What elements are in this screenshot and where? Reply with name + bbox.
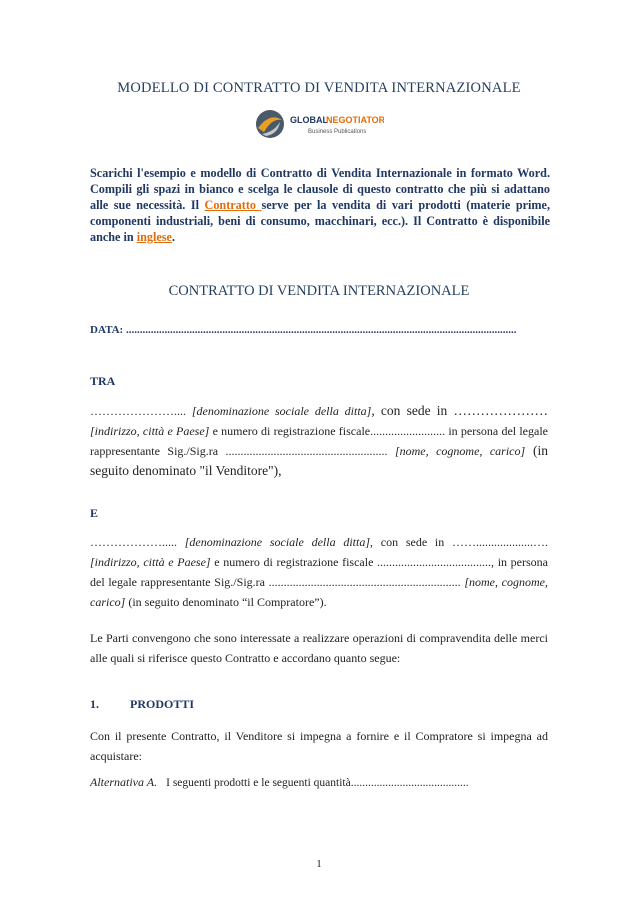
logo-brand-b: NEGOTIATOR	[326, 115, 384, 125]
parti-paragraph: Le Parti convengono che sono interessate a realizzare operazioni di compravendita delle merci alle quali si riferisce questo Contratto e accordano quanto segue:	[90, 631, 548, 665]
venditore-address-hint: [indirizzo, città e Paese]	[90, 424, 210, 438]
link-contratto[interactable]: Contratto	[204, 198, 262, 212]
link-inglese[interactable]: inglese	[136, 230, 172, 244]
intro-text-2: serve per la vendita di vari prodotti (materie prime, componenti industriali, beni di consumo, macchinari, ecc.). Il Contratto è disponibile anche in	[90, 198, 550, 244]
page-number: 1	[316, 858, 322, 870]
globalnegotiator-logo	[254, 108, 384, 140]
venditore-rep-hint: [nome, cognome, carico]	[394, 444, 526, 458]
data-field: DATA: ..............................................................................................................................................	[90, 324, 517, 336]
venditore-registration: e numero di registrazione fiscale......................... in persona del legale rappresentante Sig./Sig.ra ......................................................	[90, 424, 548, 458]
compratore-address-hint: [indirizzo, città e Paese]	[90, 555, 211, 569]
section-1-number: 1.	[90, 697, 99, 711]
document-title: MODELLO DI CONTRATTO DI VENDITA INTERNAZIONALE	[117, 80, 521, 96]
globe-logo-icon	[254, 108, 384, 140]
compratore-tail: (in seguito denominato “il Compratore”).	[125, 595, 327, 609]
venditore-sede: , con sede in …………………	[371, 403, 549, 418]
section-1-text: Con il presente Contratto, il Venditore si impegna a fornire e il Compratore si impegna ad acquistare:	[90, 729, 548, 763]
venditore-dots: …………………....	[90, 404, 192, 418]
compratore-paragraph	[90, 532, 548, 612]
compratore-rep-hint: [nome, cognome, carico]	[90, 575, 548, 609]
venditore-name-hint: [denominazione sociale della ditta]	[191, 404, 372, 418]
intro-text-1: Scarichi l'esempio e modello di Contratto di Vendita Internazionale in formato Word. Compili gli spazi in bianco e scelga le clausole di questo contratto che più si adattano alle sue necessità. Il	[90, 166, 550, 212]
venditore-tail: (in seguito denominato "il Venditore"),	[90, 443, 548, 478]
logo-brand-a: GLOBAL	[290, 115, 328, 125]
section-1-title: PRODOTTI	[130, 697, 195, 711]
e-label: E	[90, 506, 99, 520]
compratore-registration: e numero di registrazione fiscale ......................................, in persona del legale rappresentante Sig./Sig.ra ................................................................	[90, 555, 548, 589]
alternativa-a-text: I seguenti prodotti e le seguenti quantità.........................................	[166, 777, 469, 789]
logo-tagline: Business Publications	[308, 129, 367, 135]
section-1-heading	[90, 697, 194, 712]
tra-label: TRA	[90, 374, 116, 388]
compratore-sede: , con sede in ……...................….	[370, 535, 549, 549]
alternativa-a-label: Alternativa A.	[90, 775, 158, 789]
contract-subtitle: CONTRATTO DI VENDITA INTERNAZIONALE	[168, 283, 470, 299]
alternativa-a	[90, 772, 548, 793]
intro-paragraph	[90, 165, 550, 245]
intro-text-3: .	[171, 230, 175, 244]
compratore-dots: ……………….....	[90, 535, 185, 549]
venditore-paragraph	[90, 401, 548, 481]
compratore-name-hint: [denominazione sociale della ditta]	[184, 535, 371, 549]
